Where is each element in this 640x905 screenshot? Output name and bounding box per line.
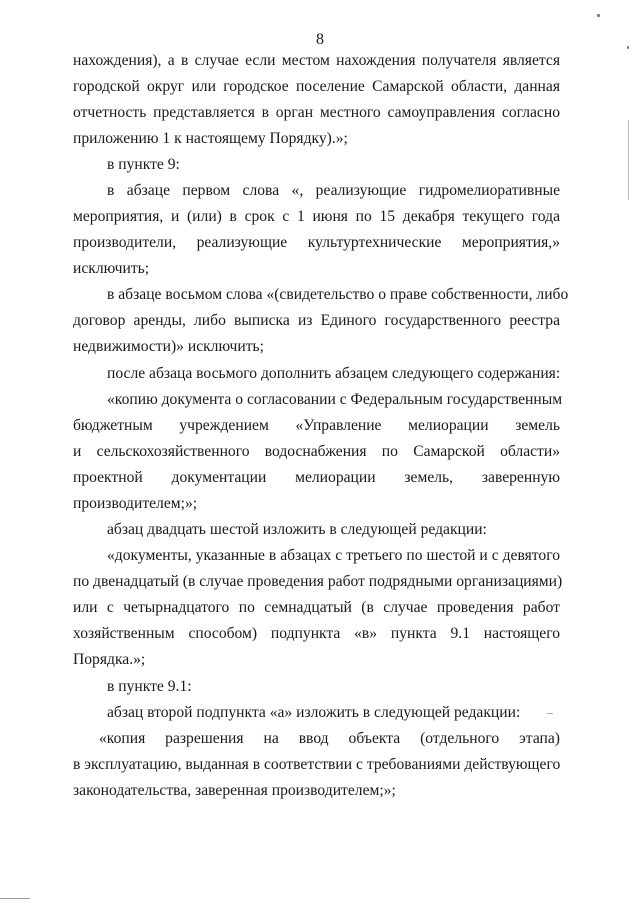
text-line: проектной документации мелиорации земель, заверенную <box>73 469 560 486</box>
text-line: в эксплуатацию, выданная в соответствии с требованиями действующего <box>73 756 561 773</box>
text-line: договор аренды, либо выписка из Единого государственного реестра <box>73 312 560 329</box>
text-line: в абзаце восьмом слова «(свидетельство о праве собственности, либо <box>107 286 569 303</box>
text-line: нахождения), а в случае если местом нахождения получателя является <box>73 52 560 69</box>
text-line: абзац двадцать шестой изложить в следующей редакции: <box>107 521 487 538</box>
text-line: бюджетным учреждением «Управление мелиорации земель <box>73 417 560 434</box>
text-line: отчетность представляется в орган местного самоуправления согласно <box>73 104 560 121</box>
text-line: в пункте 9: <box>107 156 180 173</box>
text-line: недвижимости)» исключить; <box>73 338 264 355</box>
text-line: и сельскохозяйственного водоснабжения по Самарской области» <box>73 443 560 460</box>
text-line: или с четырнадцатого по семнадцатый (в случае проведения работ <box>73 599 560 616</box>
text-line: хозяйственным способом) подпункта «в» пункта 9.1 настоящего <box>73 625 560 642</box>
scan-speck <box>547 713 553 714</box>
text-line: по двенадцатый (в случае проведения работ подрядными организациями) <box>73 573 563 590</box>
text-line: «копия разрешения на ввод объекта (отдельного этапа) <box>99 730 560 747</box>
scan-speck <box>597 14 600 17</box>
footer-dash <box>0 898 30 899</box>
text-line: в пункте 9.1: <box>107 678 192 695</box>
text-line: мероприятия, и (или) в срок с 1 июня по 15 декабря текущего года <box>73 208 560 225</box>
text-line: городской округ или городское поселение Самарской области, данная <box>73 78 560 95</box>
text-line: приложению 1 к настоящему Порядку).»; <box>73 130 348 147</box>
margin-mark <box>628 120 629 200</box>
text-line: производителем;»; <box>73 495 198 512</box>
text-line: законодательства, заверенная производителем;»; <box>73 782 396 799</box>
text-line: абзац второй подпункта «а» изложить в следующей редакции: <box>107 704 521 721</box>
scan-speck <box>627 46 629 49</box>
text-line: Порядка.»; <box>73 651 146 668</box>
text-line: после абзаца восьмого дополнить абзацем следующего содержания: <box>107 365 561 382</box>
text-line: «документы, указанные в абзацах с третьего по шестой и с девятого <box>107 547 560 564</box>
text-line: производители, реализующие культуртехнические мероприятия,» <box>73 234 560 251</box>
text-line: в абзаце первом слова «, реализующие гидромелиоративные <box>107 182 560 199</box>
text-line: «копию документа о согласовании с Федеральным государственным <box>107 391 563 408</box>
page-number: 8 <box>316 31 324 48</box>
text-line: исключить; <box>73 260 150 277</box>
